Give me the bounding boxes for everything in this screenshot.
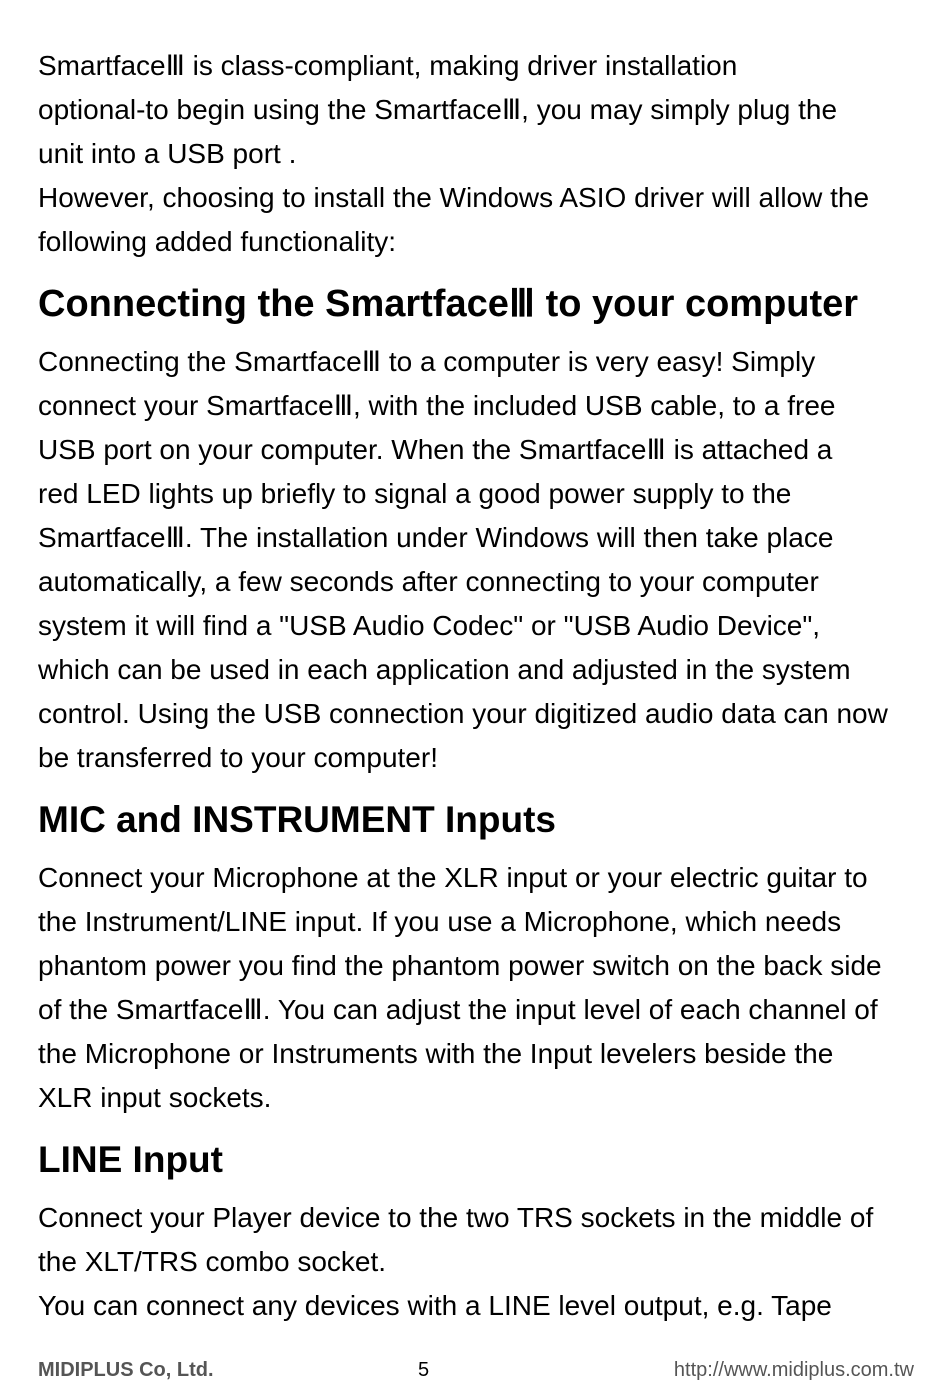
paragraph-line: control. Using the USB connection your digitized audio data can now xyxy=(38,698,888,729)
footer-url: http://www.midiplus.com.tw xyxy=(673,1359,914,1381)
paragraph-line: Connect your Microphone at the XLR input or your electric guitar to xyxy=(38,862,868,893)
section-paragraph-line-input xyxy=(38,1196,928,1328)
intro-line: unit into a USB port . xyxy=(38,138,297,169)
paragraph-line: USB port on your computer. When the SmartfaceⅢ is attached a xyxy=(38,434,833,465)
paragraph-line: system it will find a "USB Audio Codec" or "USB Audio Device", xyxy=(38,610,821,641)
paragraph-line: the Microphone or Instruments with the Input levelers beside the xyxy=(38,1038,834,1069)
intro-line: However, choosing to install the Windows ASIO driver will allow the xyxy=(38,182,870,213)
section-heading-mic-instrument: MIC and INSTRUMENT Inputs xyxy=(38,799,556,840)
footer-page-number: 5 xyxy=(418,1359,430,1381)
paragraph-line: phantom power you find the phantom power switch on the back side xyxy=(38,950,882,981)
paragraph-line: connect your SmartfaceⅢ, with the included USB cable, to a free xyxy=(38,390,836,421)
paragraph-line: be transferred to your computer! xyxy=(38,742,438,773)
section-paragraph-connecting xyxy=(38,340,928,780)
page-footer xyxy=(38,1356,914,1384)
paragraph-line: which can be used in each application and adjusted in the system xyxy=(38,654,851,685)
paragraph-line: You can connect any devices with a LINE level output, e.g. Tape xyxy=(38,1290,832,1321)
paragraph-line: the Instrument/LINE input. If you use a Microphone, which needs xyxy=(38,906,842,937)
paragraph-line: red LED lights up briefly to signal a good power supply to the xyxy=(38,478,792,509)
page-content xyxy=(38,44,928,1328)
paragraph-line: Connect your Player device to the two TRS sockets in the middle of xyxy=(38,1202,874,1233)
intro-paragraph xyxy=(38,44,928,264)
paragraph-line: the XLT/TRS combo socket. xyxy=(38,1246,387,1277)
section-paragraph-mic-instrument xyxy=(38,856,928,1120)
paragraph-line: automatically, a few seconds after connecting to your computer xyxy=(38,566,819,597)
section-heading-connecting: Connecting the SmartfaceⅢ to your computer xyxy=(38,283,859,325)
section-heading-line-input: LINE Input xyxy=(38,1139,223,1180)
intro-line: following added functionality: xyxy=(38,226,397,257)
paragraph-line: Connecting the SmartfaceⅢ to a computer is very easy! Simply xyxy=(38,346,816,377)
footer-company: MIDIPLUS Co, Ltd. xyxy=(38,1359,214,1381)
intro-line: optional-to begin using the SmartfaceⅢ, you may simply plug the xyxy=(38,94,838,125)
paragraph-line: XLR input sockets. xyxy=(38,1082,272,1113)
paragraph-line: SmartfaceⅢ. The installation under Windows will then take place xyxy=(38,522,834,553)
paragraph-line: of the SmartfaceⅢ. You can adjust the input level of each channel of xyxy=(38,994,878,1025)
intro-line: SmartfaceⅢ is class-compliant, making driver installation xyxy=(38,50,738,81)
